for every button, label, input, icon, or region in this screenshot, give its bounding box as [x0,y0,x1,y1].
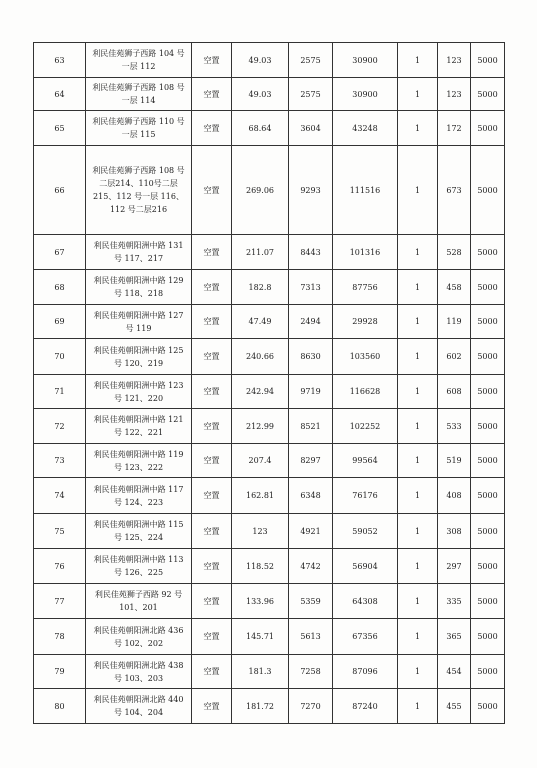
cell-deposit: 123 [438,78,471,111]
table-row [34,78,505,111]
cell-addr: 利民佳苑朝阳洲中路 113 号 126、225 [86,549,192,584]
cell-rent: 8521 [289,409,333,444]
cell-area: 207.4 [232,444,289,478]
cell-status: 空置 [192,655,232,689]
cell-addr: 利民佳苑狮子西路 92 号 101、201 [86,584,192,619]
cell-bid: 5000 [471,619,505,655]
cell-deposit: 119 [438,305,471,339]
cell-year: 30900 [333,78,398,111]
cell-term: 1 [398,146,438,235]
cell-status: 空置 [192,111,232,146]
cell-bid: 5000 [471,270,505,305]
cell-rent: 2575 [289,43,333,78]
cell-area: 68.64 [232,111,289,146]
cell-addr: 利民佳苑朝阳洲中路 131 号 117、217 [86,235,192,270]
cell-addr: 利民佳苑朝阳洲中路 127 号 119 [86,305,192,339]
cell-year: 87240 [333,689,398,724]
cell-no: 67 [34,235,86,270]
cell-rent: 5359 [289,584,333,619]
cell-year: 67356 [333,619,398,655]
cell-area: 47.49 [232,305,289,339]
cell-rent: 7258 [289,655,333,689]
cell-term: 1 [398,270,438,305]
cell-year: 116628 [333,375,398,409]
cell-status: 空置 [192,270,232,305]
cell-status: 空置 [192,478,232,514]
cell-year: 76176 [333,478,398,514]
table-row [34,339,505,375]
cell-no: 68 [34,270,86,305]
cell-bid: 5000 [471,78,505,111]
cell-term: 1 [398,111,438,146]
cell-term: 1 [398,689,438,724]
table-row [34,305,505,339]
cell-status: 空置 [192,444,232,478]
cell-area: 181.72 [232,689,289,724]
cell-year: 102252 [333,409,398,444]
cell-addr: 利民佳苑狮子西路 108 号一层 114 [86,78,192,111]
cell-year: 59052 [333,514,398,549]
table-row [34,655,505,689]
cell-rent: 2494 [289,305,333,339]
cell-year: 101316 [333,235,398,270]
table-row [34,444,505,478]
cell-bid: 5000 [471,514,505,549]
cell-no: 80 [34,689,86,724]
cell-deposit: 455 [438,689,471,724]
cell-term: 1 [398,43,438,78]
cell-addr: 利民佳苑朝阳洲中路 121 号 122、221 [86,409,192,444]
cell-term: 1 [398,549,438,584]
cell-term: 1 [398,514,438,549]
cell-term: 1 [398,478,438,514]
table-row [34,43,505,78]
cell-rent: 8443 [289,235,333,270]
cell-no: 65 [34,111,86,146]
cell-status: 空置 [192,146,232,235]
cell-addr: 利民佳苑朝阳洲中路 117 号 124、223 [86,478,192,514]
cell-rent: 7270 [289,689,333,724]
cell-addr: 利民佳苑狮子西路 110 号一层 115 [86,111,192,146]
cell-no: 79 [34,655,86,689]
cell-addr: 利民佳苑朝阳洲中路 119 号 123、222 [86,444,192,478]
cell-status: 空置 [192,514,232,549]
cell-deposit: 335 [438,584,471,619]
cell-no: 70 [34,339,86,375]
table-row [34,146,505,235]
cell-area: 118.52 [232,549,289,584]
cell-year: 87756 [333,270,398,305]
cell-bid: 5000 [471,584,505,619]
cell-addr: 利民佳苑朝阳洲北路 438 号 103、203 [86,655,192,689]
cell-bid: 5000 [471,444,505,478]
cell-deposit: 602 [438,339,471,375]
cell-area: 242.94 [232,375,289,409]
cell-no: 74 [34,478,86,514]
cell-year: 87096 [333,655,398,689]
cell-bid: 5000 [471,689,505,724]
cell-bid: 5000 [471,235,505,270]
cell-rent: 4921 [289,514,333,549]
cell-no: 75 [34,514,86,549]
cell-no: 71 [34,375,86,409]
cell-area: 49.03 [232,78,289,111]
cell-term: 1 [398,305,438,339]
cell-rent: 7313 [289,270,333,305]
cell-no: 73 [34,444,86,478]
cell-deposit: 408 [438,478,471,514]
table-row [34,375,505,409]
cell-year: 103560 [333,339,398,375]
cell-year: 30900 [333,43,398,78]
cell-status: 空置 [192,409,232,444]
cell-rent: 4742 [289,549,333,584]
cell-deposit: 123 [438,43,471,78]
table-row [34,235,505,270]
cell-rent: 6348 [289,478,333,514]
cell-year: 99564 [333,444,398,478]
cell-no: 76 [34,549,86,584]
cell-addr: 利民佳苑狮子西路 104 号一层 112 [86,43,192,78]
table-row [34,619,505,655]
table-row [34,409,505,444]
cell-status: 空置 [192,78,232,111]
cell-status: 空置 [192,339,232,375]
cell-bid: 5000 [471,146,505,235]
cell-rent: 9719 [289,375,333,409]
cell-rent: 8297 [289,444,333,478]
cell-area: 212.99 [232,409,289,444]
cell-addr: 利民佳苑朝阳洲中路 129 号 118、218 [86,270,192,305]
cell-no: 66 [34,146,86,235]
cell-term: 1 [398,78,438,111]
table-row [34,478,505,514]
cell-area: 145.71 [232,619,289,655]
cell-area: 162.81 [232,478,289,514]
cell-status: 空置 [192,235,232,270]
cell-deposit: 365 [438,619,471,655]
cell-addr: 利民佳苑朝阳洲中路 115 号 125、224 [86,514,192,549]
table-row [34,584,505,619]
table-row [34,549,505,584]
cell-bid: 5000 [471,655,505,689]
cell-status: 空置 [192,375,232,409]
cell-no: 72 [34,409,86,444]
cell-term: 1 [398,375,438,409]
cell-no: 64 [34,78,86,111]
cell-bid: 5000 [471,549,505,584]
property-table [33,42,505,724]
cell-no: 77 [34,584,86,619]
cell-rent: 8630 [289,339,333,375]
cell-year: 64308 [333,584,398,619]
cell-term: 1 [398,655,438,689]
cell-deposit: 458 [438,270,471,305]
cell-bid: 5000 [471,43,505,78]
cell-no: 63 [34,43,86,78]
cell-status: 空置 [192,305,232,339]
cell-bid: 5000 [471,339,505,375]
cell-area: 240.66 [232,339,289,375]
cell-year: 56904 [333,549,398,584]
cell-year: 29928 [333,305,398,339]
cell-deposit: 528 [438,235,471,270]
cell-term: 1 [398,444,438,478]
cell-no: 69 [34,305,86,339]
table-row [34,111,505,146]
cell-term: 1 [398,619,438,655]
cell-area: 269.06 [232,146,289,235]
cell-addr: 利民佳苑狮子西路 108 号二层214、110号二层215、112 号一层 116、112 号二层216 [86,146,192,235]
cell-no: 78 [34,619,86,655]
cell-deposit: 533 [438,409,471,444]
cell-term: 1 [398,409,438,444]
cell-area: 181.3 [232,655,289,689]
table-row [34,689,505,724]
cell-rent: 3604 [289,111,333,146]
cell-area: 123 [232,514,289,549]
cell-deposit: 172 [438,111,471,146]
cell-addr: 利民佳苑朝阳洲北路 436 号 102、202 [86,619,192,655]
cell-addr: 利民佳苑朝阳洲北路 440 号 104、204 [86,689,192,724]
cell-year: 111516 [333,146,398,235]
cell-deposit: 519 [438,444,471,478]
cell-year: 43248 [333,111,398,146]
cell-bid: 5000 [471,375,505,409]
cell-bid: 5000 [471,409,505,444]
cell-term: 1 [398,235,438,270]
cell-addr: 利民佳苑朝阳洲中路 123 号 121、220 [86,375,192,409]
cell-rent: 2575 [289,78,333,111]
cell-bid: 5000 [471,478,505,514]
cell-bid: 5000 [471,111,505,146]
cell-area: 133.96 [232,584,289,619]
table-body [34,43,505,724]
table-row [34,270,505,305]
cell-deposit: 297 [438,549,471,584]
cell-status: 空置 [192,619,232,655]
cell-status: 空置 [192,43,232,78]
table-row [34,514,505,549]
cell-area: 182.8 [232,270,289,305]
cell-area: 211.07 [232,235,289,270]
cell-status: 空置 [192,584,232,619]
cell-status: 空置 [192,689,232,724]
cell-bid: 5000 [471,305,505,339]
cell-term: 1 [398,339,438,375]
cell-area: 49.03 [232,43,289,78]
cell-addr: 利民佳苑朝阳洲中路 125 号 120、219 [86,339,192,375]
cell-deposit: 673 [438,146,471,235]
cell-deposit: 308 [438,514,471,549]
cell-term: 1 [398,584,438,619]
cell-rent: 5613 [289,619,333,655]
cell-rent: 9293 [289,146,333,235]
cell-deposit: 454 [438,655,471,689]
cell-status: 空置 [192,549,232,584]
cell-deposit: 608 [438,375,471,409]
